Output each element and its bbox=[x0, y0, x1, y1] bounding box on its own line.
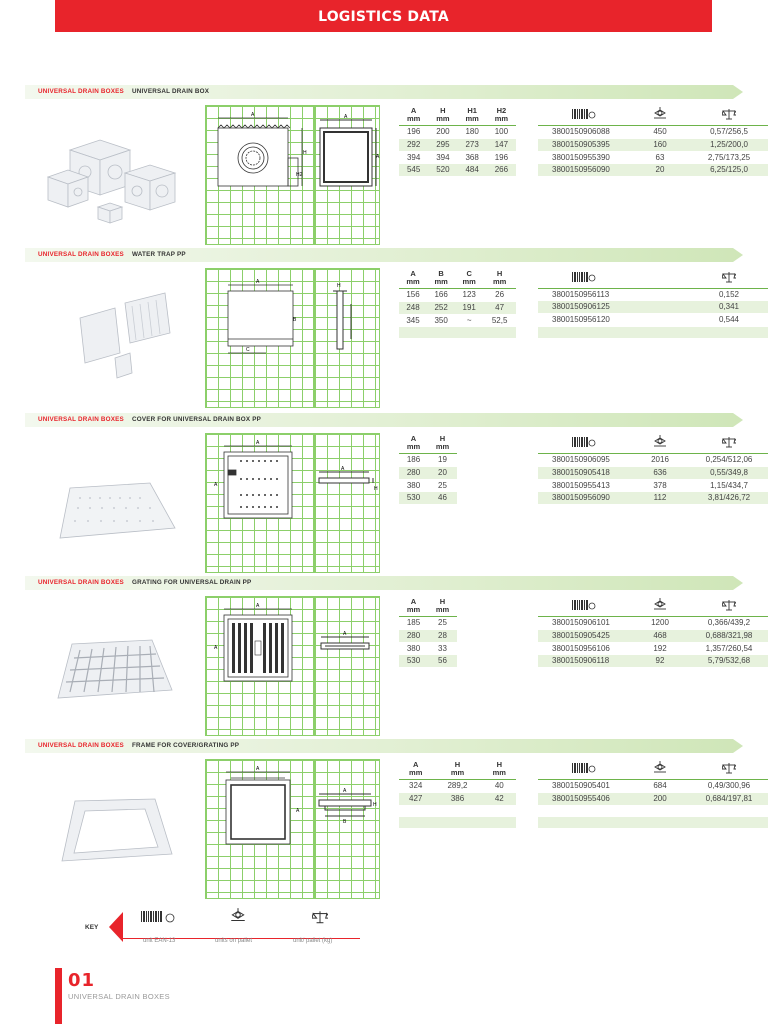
svg-text:A: A bbox=[296, 808, 300, 814]
barcode-icon bbox=[538, 270, 630, 288]
table-row: 3800150956090 20 6,25/125,0 bbox=[538, 164, 768, 177]
technical-drawing-front bbox=[205, 268, 314, 408]
section-label bbox=[38, 742, 239, 749]
product-photo-frame bbox=[40, 769, 190, 879]
svg-text:H2: H2 bbox=[296, 172, 303, 178]
table-row: 545 520 484 266 bbox=[399, 164, 516, 177]
technical-drawing-side bbox=[314, 268, 380, 408]
table-row: 380 33 bbox=[399, 642, 457, 655]
table-row: 3800150956106 192 1,357/260,54 bbox=[538, 642, 768, 655]
col-header: A mm bbox=[399, 107, 428, 126]
key-legend bbox=[85, 910, 360, 945]
product-photo-cover bbox=[40, 443, 190, 553]
section-label bbox=[38, 88, 209, 95]
key-item-weight: unit/ pallet (kg) bbox=[293, 938, 333, 944]
table-row: 427 386 42 bbox=[399, 792, 516, 805]
svg-text:H: H bbox=[373, 802, 377, 808]
pallet-icon bbox=[630, 598, 690, 617]
svg-text:A: A bbox=[376, 154, 380, 160]
pallet-icon bbox=[630, 107, 690, 126]
logistics-table bbox=[538, 598, 768, 668]
table-row: 3800150956120 0,544 bbox=[538, 314, 768, 327]
col-header: A mm bbox=[399, 270, 427, 289]
col-header: C mm bbox=[455, 270, 483, 289]
table-row: 280 28 bbox=[399, 629, 457, 642]
section-universal-drain-box bbox=[25, 85, 751, 235]
table-row: 530 56 bbox=[399, 655, 457, 668]
svg-text:B: B bbox=[343, 819, 347, 825]
svg-text:H: H bbox=[303, 150, 307, 156]
section-water-trap bbox=[25, 248, 743, 398]
category-label: UNIVERSAL DRAIN BOXES bbox=[38, 88, 124, 95]
scale-icon bbox=[690, 107, 768, 126]
table-row: 3800150956113 0,152 bbox=[538, 288, 768, 301]
table-row bbox=[399, 817, 516, 829]
svg-text:H: H bbox=[337, 283, 341, 289]
col-header: H2 mm bbox=[487, 107, 516, 126]
table-row bbox=[399, 327, 516, 339]
table-row: 3800150906101 1200 0,366/439,2 bbox=[538, 617, 768, 630]
col-header: A mm bbox=[399, 761, 432, 780]
section-frame bbox=[25, 739, 753, 889]
barcode-icon bbox=[141, 910, 181, 924]
table-row: 530 46 bbox=[399, 492, 457, 505]
svg-text:A: A bbox=[341, 466, 345, 472]
table-row: 3800150956090 112 3,81/426,72 bbox=[538, 492, 768, 505]
key-item-units: units on pallet bbox=[215, 938, 253, 944]
table-row: 196 200 180 100 bbox=[399, 126, 516, 139]
table-row: 186 19 bbox=[399, 454, 457, 467]
col-header: H mm bbox=[483, 761, 516, 780]
section-grating bbox=[25, 576, 753, 726]
col-header: H mm bbox=[428, 435, 457, 454]
logistics-table bbox=[538, 761, 768, 829]
table-row: 3800150955406 200 0,684/197,81 bbox=[538, 792, 768, 805]
table-row: 3800150905425 468 0,688/321,98 bbox=[538, 629, 768, 642]
svg-text:A: A bbox=[214, 482, 218, 488]
table-row: 3800150955413 378 1,15/434,7 bbox=[538, 479, 768, 492]
svg-text:A: A bbox=[256, 279, 260, 285]
logistics-table bbox=[538, 435, 768, 505]
product-photo-drain-boxes bbox=[40, 115, 190, 225]
dimensions-table bbox=[399, 270, 516, 339]
section-cover bbox=[25, 413, 753, 563]
category-label: UNIVERSAL DRAIN BOXES bbox=[38, 416, 124, 423]
barcode-icon bbox=[538, 598, 630, 617]
arrow-left-icon bbox=[109, 912, 123, 942]
category-label: UNIVERSAL DRAIN BOXES bbox=[38, 579, 124, 586]
logistics-table bbox=[538, 270, 768, 339]
product-label: COVER FOR UNIVERSAL DRAIN BOX PP bbox=[131, 416, 262, 423]
technical-drawing-side bbox=[314, 596, 380, 736]
product-photo-grating bbox=[40, 606, 190, 716]
section-label bbox=[38, 251, 186, 258]
col-header: H mm bbox=[483, 270, 516, 289]
svg-text:A: A bbox=[256, 440, 260, 446]
category-label: UNIVERSAL DRAIN BOXES bbox=[38, 251, 124, 258]
technical-drawing-top bbox=[314, 105, 380, 245]
table-row: 3800150905418 636 0,55/349,8 bbox=[538, 466, 768, 479]
table-row: 380 25 bbox=[399, 479, 457, 492]
table-row: 3800150906125 0,341 bbox=[538, 301, 768, 314]
svg-text:A: A bbox=[256, 603, 260, 609]
table-row: 3800150905395 160 1,25/200,0 bbox=[538, 138, 768, 151]
product-label: FRAME FOR COVER/GRATING PP bbox=[131, 742, 240, 749]
dimensions-table bbox=[399, 761, 516, 829]
page-section-number: 01 bbox=[68, 970, 96, 991]
table-row bbox=[538, 326, 768, 338]
col-header: H mm bbox=[432, 761, 482, 780]
pallet-icon bbox=[229, 908, 247, 924]
table-row: 185 25 bbox=[399, 617, 457, 630]
barcode-icon bbox=[538, 435, 630, 454]
dimensions-table bbox=[399, 598, 457, 668]
scale-icon bbox=[690, 598, 768, 617]
table-row: 156 166 123 26 bbox=[399, 289, 516, 302]
svg-text:A: A bbox=[344, 114, 348, 120]
pallet-icon bbox=[630, 761, 690, 780]
table-row bbox=[538, 805, 768, 817]
scale-icon bbox=[312, 910, 328, 924]
table-row: 394 394 368 196 bbox=[399, 151, 516, 164]
key-label: KEY bbox=[85, 924, 99, 931]
col-header: A mm bbox=[399, 598, 428, 617]
technical-drawing-side bbox=[314, 759, 380, 899]
product-label: GRATING FOR UNIVERSAL DRAIN PP bbox=[131, 579, 252, 586]
svg-text:B: B bbox=[293, 317, 297, 323]
dimensions-table bbox=[399, 435, 457, 505]
technical-drawing-top bbox=[205, 759, 314, 899]
table-row: 292 295 273 147 bbox=[399, 138, 516, 151]
svg-text:A: A bbox=[343, 631, 347, 637]
technical-drawing-top bbox=[205, 596, 314, 736]
table-row: 248 252 191 47 bbox=[399, 301, 516, 314]
technical-drawing-side bbox=[314, 433, 380, 573]
col-header: B mm bbox=[427, 270, 455, 289]
table-row bbox=[399, 805, 516, 817]
table-row: 3800150905401 684 0,49/300,96 bbox=[538, 780, 768, 793]
dimensions-table bbox=[399, 107, 516, 177]
category-label: UNIVERSAL DRAIN BOXES bbox=[38, 742, 124, 749]
svg-text:A: A bbox=[251, 112, 255, 118]
table-row: 280 20 bbox=[399, 466, 457, 479]
product-label: UNIVERSAL DRAIN BOX bbox=[131, 88, 210, 95]
col-header: H mm bbox=[428, 107, 457, 126]
barcode-icon bbox=[538, 107, 630, 126]
technical-drawing-front bbox=[205, 105, 314, 245]
page-title: LOGISTICS DATA bbox=[55, 0, 712, 32]
technical-drawing-top bbox=[205, 433, 314, 573]
footer-accent-bar bbox=[55, 968, 62, 1024]
logistics-table bbox=[538, 107, 768, 177]
product-label: WATER TRAP PP bbox=[131, 251, 186, 258]
table-row: 3800150906088 450 0,57/256,5 bbox=[538, 126, 768, 139]
col-header: H mm bbox=[428, 598, 457, 617]
svg-text:C: C bbox=[246, 347, 250, 353]
key-item-ean: unit EAN-13 bbox=[143, 938, 176, 944]
svg-text:A: A bbox=[214, 645, 218, 651]
scale-icon bbox=[690, 270, 768, 288]
col-header: A mm bbox=[399, 435, 428, 454]
section-label bbox=[38, 579, 251, 586]
table-row: 3800150955390 63 2,75/173,25 bbox=[538, 151, 768, 164]
svg-text:A: A bbox=[256, 766, 260, 772]
table-row: 3800150906095 2016 0,254/512,06 bbox=[538, 454, 768, 467]
table-row: 3800150906118 92 5,79/532,68 bbox=[538, 655, 768, 668]
table-row bbox=[538, 817, 768, 829]
table-row: 324 289,2 40 bbox=[399, 780, 516, 793]
svg-text:H: H bbox=[374, 486, 378, 492]
footer-section-title: UNIVERSAL DRAIN BOXES bbox=[68, 992, 170, 1001]
scale-icon bbox=[690, 761, 768, 780]
svg-text:A: A bbox=[343, 788, 347, 794]
pallet-icon bbox=[630, 435, 690, 454]
pallet-column-empty bbox=[630, 270, 690, 288]
table-row: 345 350 ~ 52,5 bbox=[399, 314, 516, 327]
scale-icon bbox=[690, 435, 768, 454]
barcode-icon bbox=[538, 761, 630, 780]
section-label bbox=[38, 416, 261, 423]
col-header: H1 mm bbox=[458, 107, 487, 126]
product-photo-water-trap bbox=[40, 278, 190, 388]
